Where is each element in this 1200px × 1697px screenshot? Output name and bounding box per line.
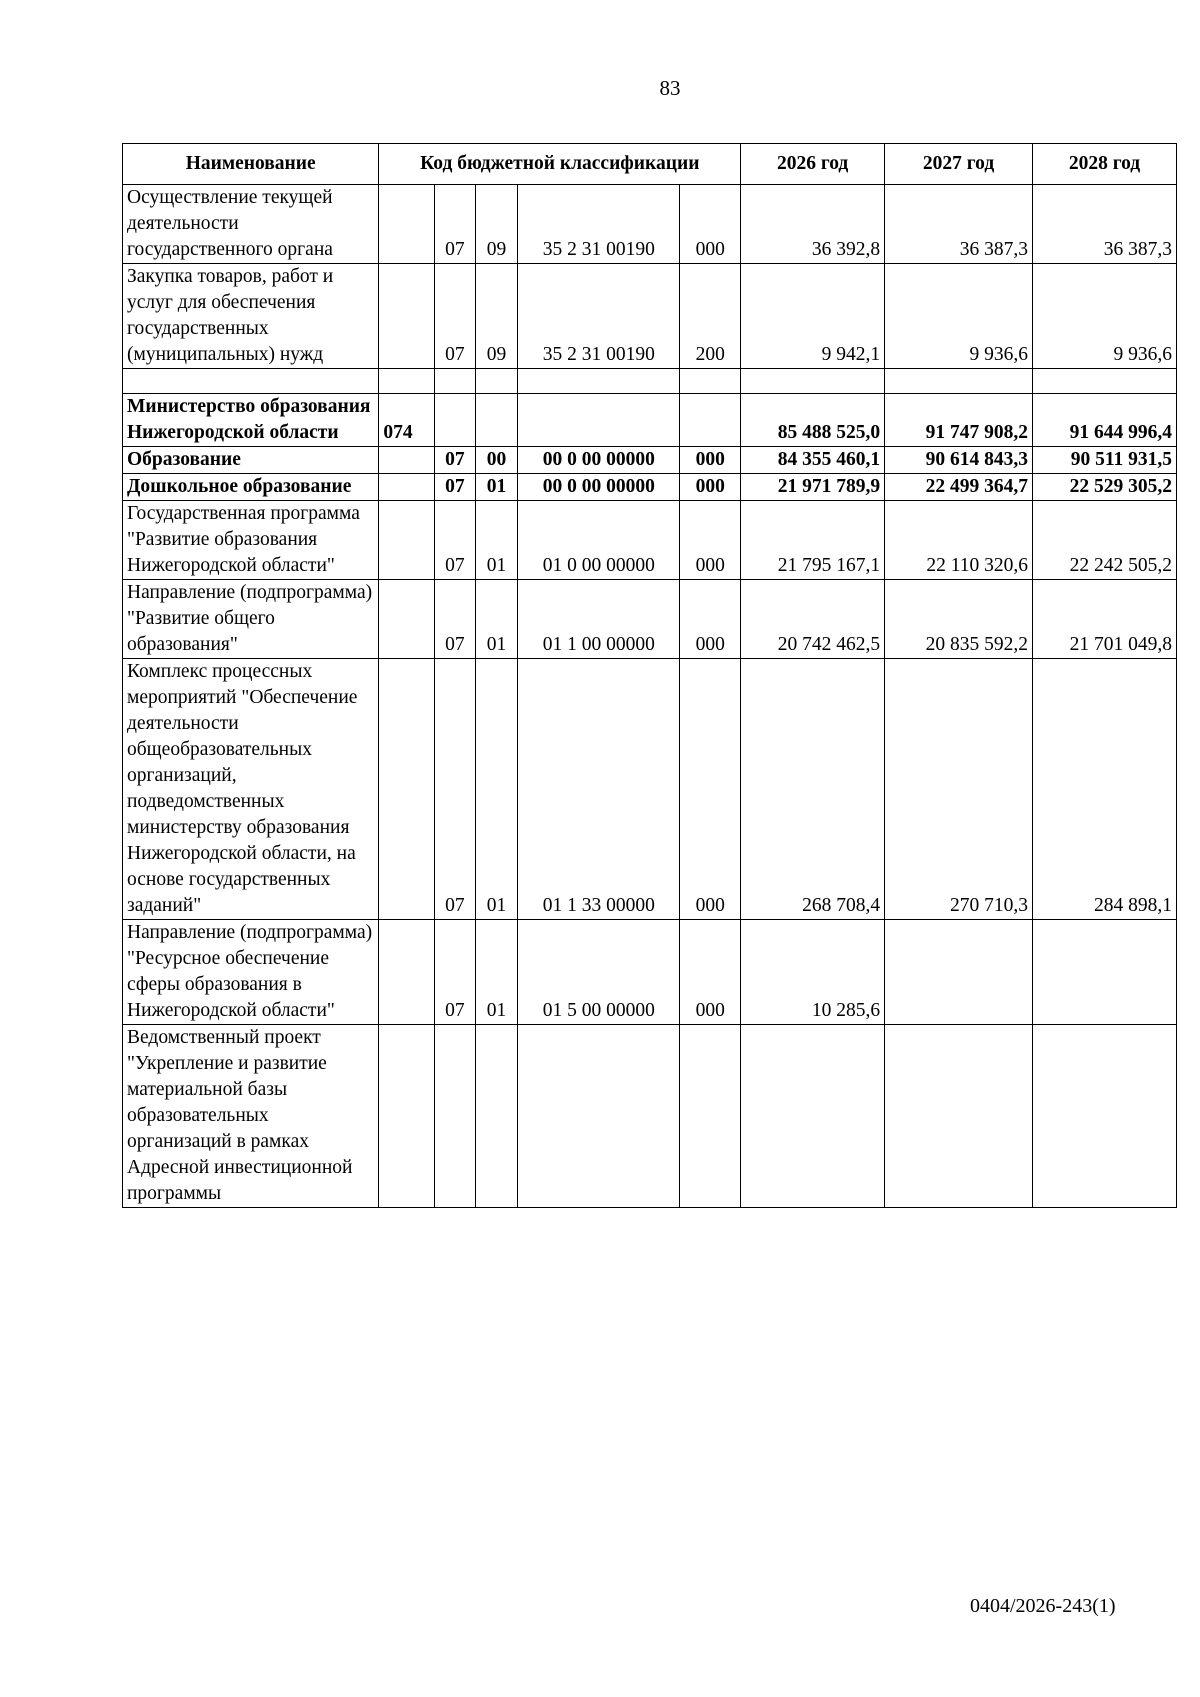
row-2028 xyxy=(1033,920,1177,1025)
row-2026: 21 795 167,1 xyxy=(741,501,885,580)
row-2026 xyxy=(741,1025,885,1208)
row-org xyxy=(379,1025,435,1208)
row-target-code xyxy=(518,394,680,447)
row-2026: 21 971 789,9 xyxy=(741,474,885,501)
row-2027 xyxy=(885,369,1033,394)
row-expense-type: 000 xyxy=(680,501,741,580)
row-expense-type: 000 xyxy=(680,920,741,1025)
header-2027: 2027 год xyxy=(885,144,1033,185)
row-section: 07 xyxy=(435,185,476,264)
row-2027: 20 835 592,2 xyxy=(885,580,1033,659)
row-2028: 91 644 996,4 xyxy=(1033,394,1177,447)
row-2026: 20 742 462,5 xyxy=(741,580,885,659)
row-expense-type: 000 xyxy=(680,185,741,264)
table-row xyxy=(123,185,1177,264)
row-expense-type: 000 xyxy=(680,474,741,501)
row-section: 07 xyxy=(435,920,476,1025)
row-name xyxy=(123,369,379,394)
row-target-code: 35 2 31 00190 xyxy=(518,264,680,369)
row-name: Образование xyxy=(123,447,379,474)
row-2027: 22 499 364,7 xyxy=(885,474,1033,501)
row-name: Министерство образования Нижегородской области xyxy=(123,394,379,447)
row-subsection: 01 xyxy=(475,659,518,920)
row-org xyxy=(379,580,435,659)
row-2028 xyxy=(1033,369,1177,394)
row-2028: 22 242 505,2 xyxy=(1033,501,1177,580)
row-2026 xyxy=(741,369,885,394)
row-target-code: 35 2 31 00190 xyxy=(518,185,680,264)
row-section xyxy=(435,1025,476,1208)
row-subsection: 09 xyxy=(475,264,518,369)
table-row xyxy=(123,474,1177,501)
header-2026: 2026 год xyxy=(741,144,885,185)
row-2026: 9 942,1 xyxy=(741,264,885,369)
table-row-empty xyxy=(123,369,1177,394)
table-row xyxy=(123,264,1177,369)
row-name: Закупка товаров, работ и услуг для обеспечения государственных (муниципальных) нужд xyxy=(123,264,379,369)
row-target-code: 01 1 00 00000 xyxy=(518,580,680,659)
row-section xyxy=(435,394,476,447)
row-target-code xyxy=(518,369,680,394)
row-subsection: 00 xyxy=(475,447,518,474)
row-subsection: 09 xyxy=(475,185,518,264)
row-section: 07 xyxy=(435,580,476,659)
row-name: Осуществление текущей деятельности государственного органа xyxy=(123,185,379,264)
row-target-code: 01 1 33 00000 xyxy=(518,659,680,920)
row-target-code xyxy=(518,1025,680,1208)
row-org xyxy=(379,659,435,920)
row-2027: 91 747 908,2 xyxy=(885,394,1033,447)
row-subsection xyxy=(475,394,518,447)
row-2026: 84 355 460,1 xyxy=(741,447,885,474)
row-2026: 268 708,4 xyxy=(741,659,885,920)
row-name: Государственная программа "Развитие образования Нижегородской области" xyxy=(123,501,379,580)
row-subsection: 01 xyxy=(475,474,518,501)
row-section: 07 xyxy=(435,447,476,474)
row-subsection xyxy=(475,1025,518,1208)
row-2027: 22 110 320,6 xyxy=(885,501,1033,580)
row-2027: 36 387,3 xyxy=(885,185,1033,264)
table-header-row xyxy=(123,144,1177,185)
row-org xyxy=(379,501,435,580)
row-2027: 270 710,3 xyxy=(885,659,1033,920)
row-section: 07 xyxy=(435,264,476,369)
row-org xyxy=(379,264,435,369)
row-target-code: 00 0 00 00000 xyxy=(518,474,680,501)
row-2026: 10 285,6 xyxy=(741,920,885,1025)
budget-table xyxy=(122,143,1177,1208)
row-expense-type: 000 xyxy=(680,659,741,920)
page-number: 83 xyxy=(659,76,681,100)
row-subsection: 01 xyxy=(475,580,518,659)
row-2027 xyxy=(885,920,1033,1025)
row-name: Направление (подпрограмма) "Развитие общего образования" xyxy=(123,580,379,659)
row-section xyxy=(435,369,476,394)
row-org xyxy=(379,474,435,501)
row-org xyxy=(379,369,435,394)
table-row xyxy=(123,580,1177,659)
row-name: Дошкольное образование xyxy=(123,474,379,501)
row-target-code: 01 5 00 00000 xyxy=(518,920,680,1025)
row-subsection xyxy=(475,369,518,394)
row-2028: 284 898,1 xyxy=(1033,659,1177,920)
row-2026: 36 392,8 xyxy=(741,185,885,264)
table-row xyxy=(123,501,1177,580)
row-2026: 85 488 525,0 xyxy=(741,394,885,447)
row-section: 07 xyxy=(435,474,476,501)
row-2027: 9 936,6 xyxy=(885,264,1033,369)
row-org: 074 xyxy=(379,394,435,447)
table-row xyxy=(123,394,1177,447)
row-expense-type xyxy=(680,369,741,394)
row-2028: 9 936,6 xyxy=(1033,264,1177,369)
row-org xyxy=(379,447,435,474)
table-row xyxy=(123,659,1177,920)
row-org xyxy=(379,920,435,1025)
header-code: Код бюджетной классификации xyxy=(379,144,741,185)
table-row xyxy=(123,1025,1177,1208)
document-number: 0404/2026-243(1) xyxy=(970,1595,1116,1617)
row-2028: 22 529 305,2 xyxy=(1033,474,1177,501)
row-target-code: 00 0 00 00000 xyxy=(518,447,680,474)
row-name: Направление (подпрограмма) "Ресурсное обеспечение сферы образования в Нижегородской области" xyxy=(123,920,379,1025)
row-2028: 90 511 931,5 xyxy=(1033,447,1177,474)
table-row xyxy=(123,447,1177,474)
row-subsection: 01 xyxy=(475,501,518,580)
row-expense-type xyxy=(680,394,741,447)
row-name: Ведомственный проект "Укрепление и развитие материальной базы образовательных организаций в рамках Адресной инвестиционной программы xyxy=(123,1025,379,1208)
row-2027: 90 614 843,3 xyxy=(885,447,1033,474)
row-target-code: 01 0 00 00000 xyxy=(518,501,680,580)
row-section: 07 xyxy=(435,501,476,580)
row-subsection: 01 xyxy=(475,920,518,1025)
row-org xyxy=(379,185,435,264)
row-expense-type: 000 xyxy=(680,447,741,474)
row-2028 xyxy=(1033,1025,1177,1208)
row-expense-type xyxy=(680,1025,741,1208)
row-2027 xyxy=(885,1025,1033,1208)
header-2028: 2028 год xyxy=(1033,144,1177,185)
row-expense-type: 200 xyxy=(680,264,741,369)
row-name: Комплекс процессных мероприятий "Обеспечение деятельности общеобразовательных организаций, подведомственных министерству образования Нижегородской области, на основе государственных заданий" xyxy=(123,659,379,920)
header-name: Наименование xyxy=(123,144,379,185)
row-expense-type: 000 xyxy=(680,580,741,659)
row-2028: 21 701 049,8 xyxy=(1033,580,1177,659)
row-section: 07 xyxy=(435,659,476,920)
row-2028: 36 387,3 xyxy=(1033,185,1177,264)
table-row xyxy=(123,920,1177,1025)
